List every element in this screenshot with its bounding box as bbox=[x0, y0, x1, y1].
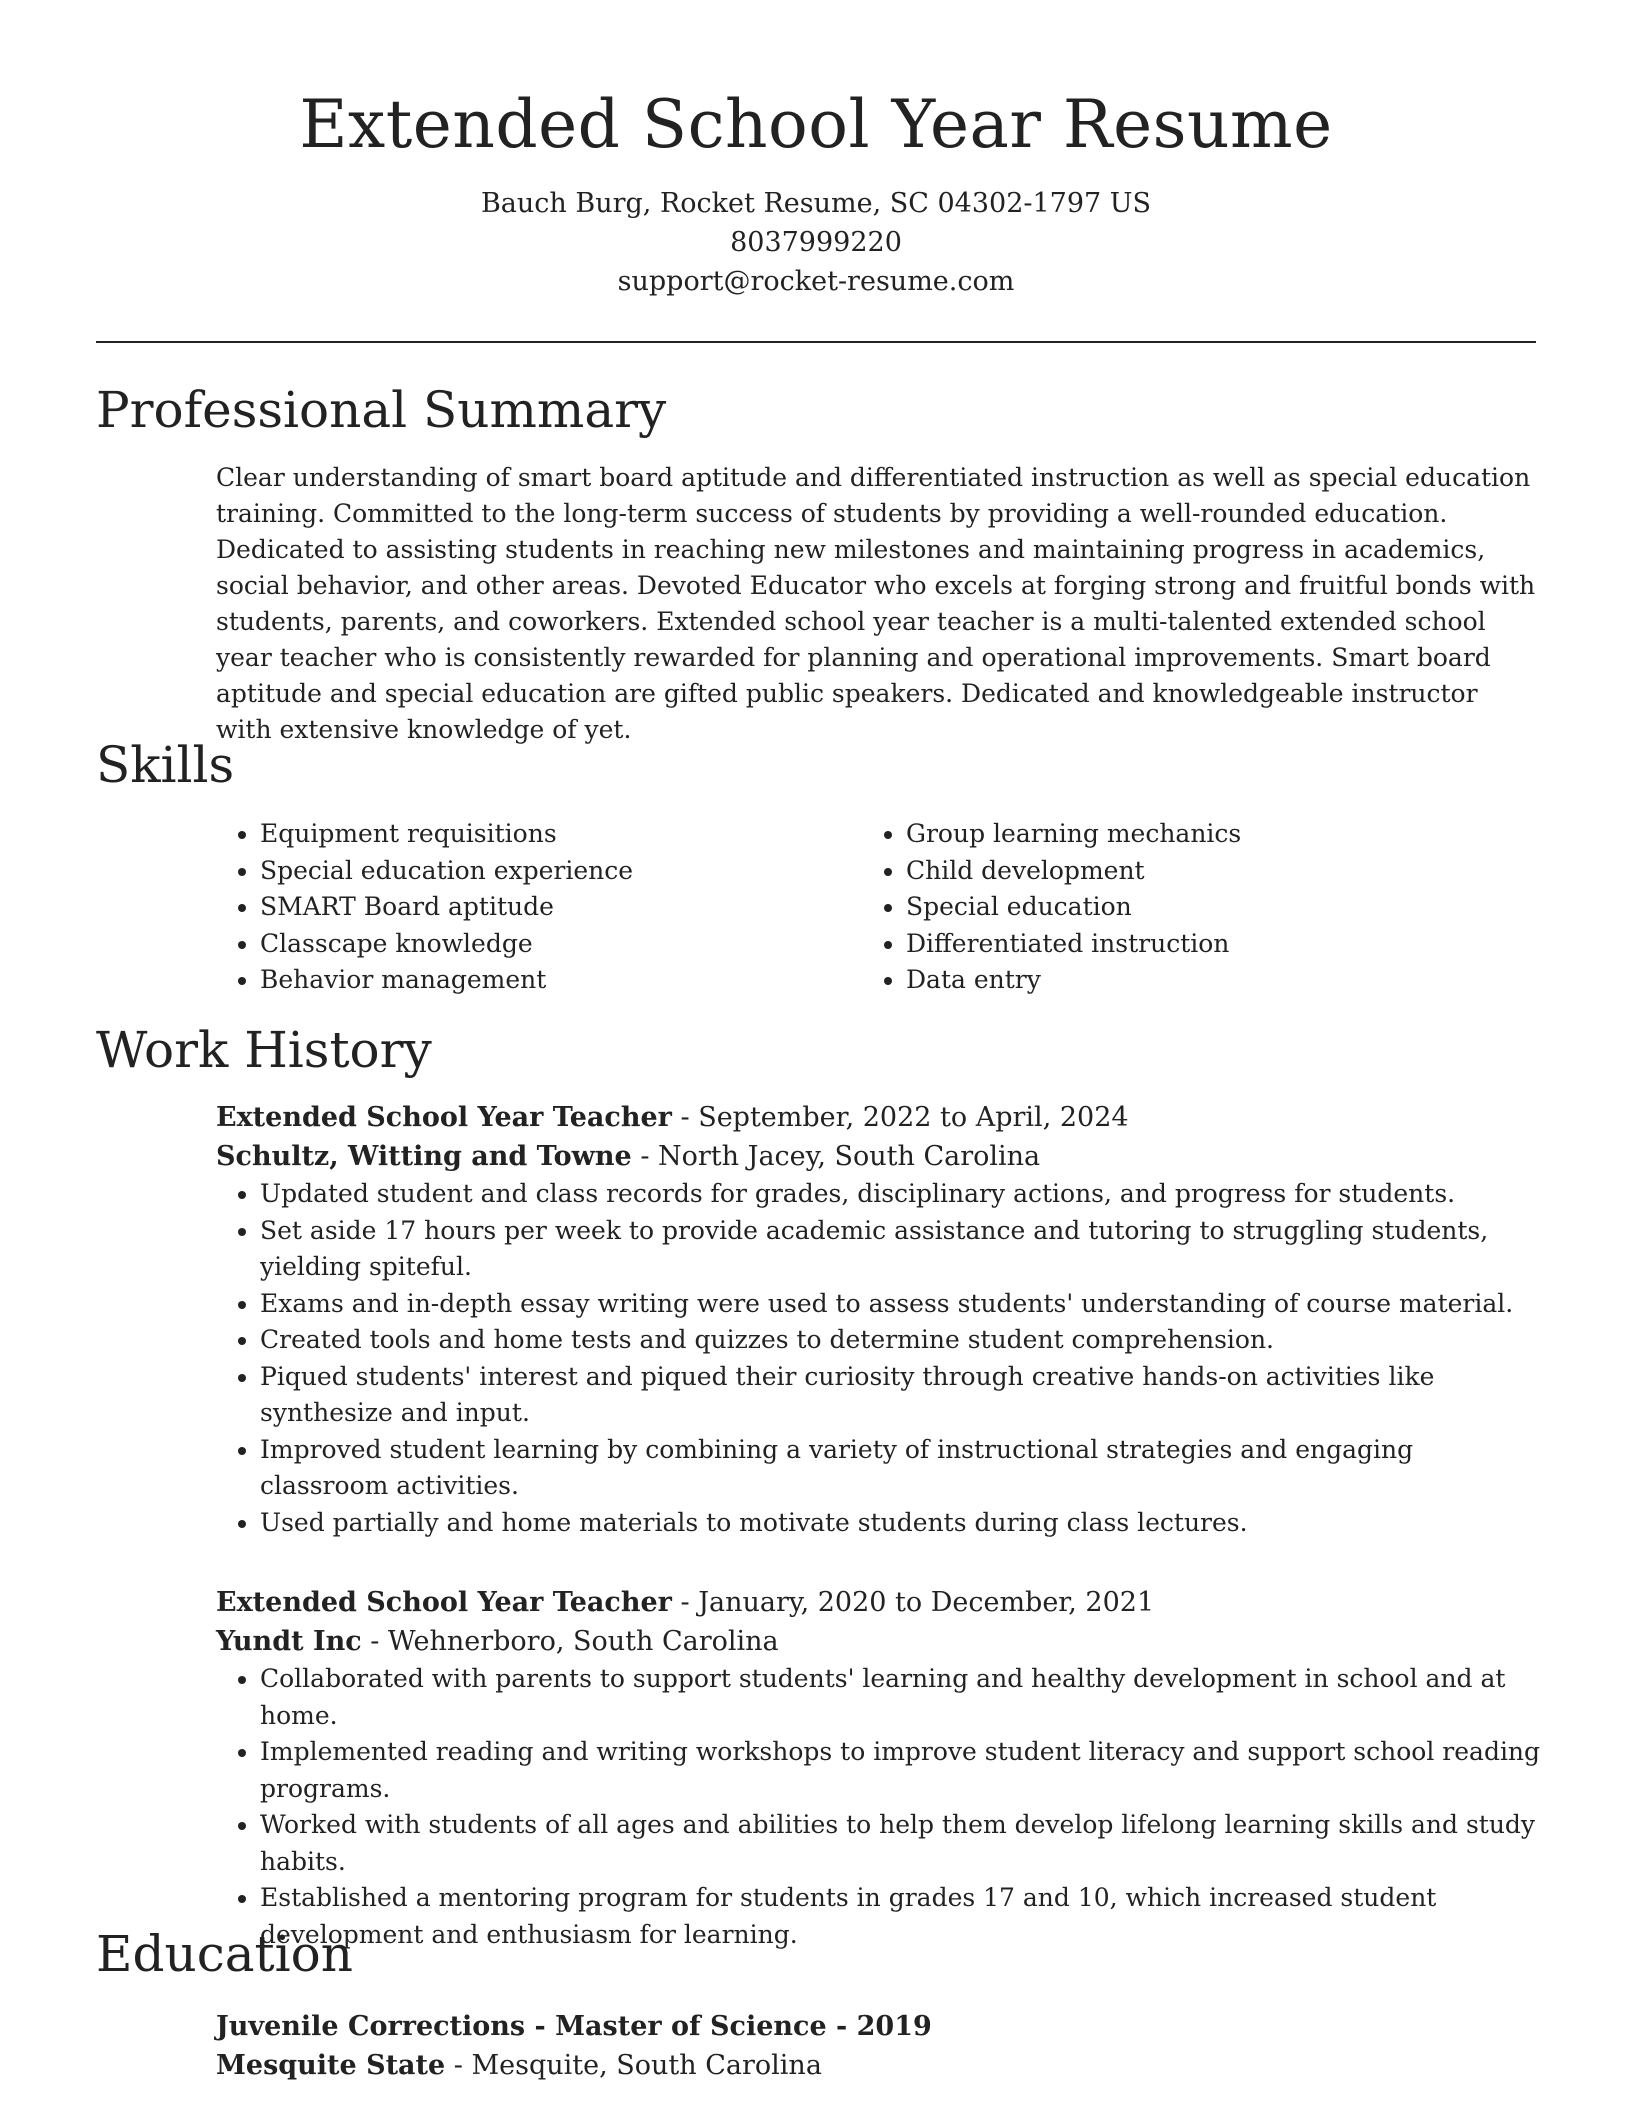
education-location: - Mesquite, South Carolina bbox=[445, 2050, 822, 2081]
contact-address: Bauch Burg, Rocket Resume, SC 04302-1797 US bbox=[480, 188, 1152, 219]
job-company-line bbox=[216, 1622, 1546, 1661]
job-bullet: • Implemented reading and writing workshops to improve student literacy and support school reading programs. bbox=[260, 1734, 1546, 1807]
education-heading: Education bbox=[96, 1925, 353, 1983]
job-entry bbox=[216, 1583, 1546, 1953]
skill-item: • Group learning mechanics bbox=[906, 816, 1502, 853]
contact-phone: 8037999220 bbox=[730, 227, 902, 258]
job-bullet: • Improved student learning by combining a variety of instructional strategies and engaging classroom activities. bbox=[260, 1432, 1546, 1505]
skill-item: • Child development bbox=[906, 853, 1502, 890]
summary-text: Clear understanding of smart board aptitude and differentiated instruction as well as special education training. Committed to the long-term success of students by providing a well-rounded education. Dedicated to assisting students in reaching new milestones and maintaining progress in academics, social behavior, and other areas. Devoted Educator who excels at forging strong and fruitful bonds with students, parents, and coworkers. Extended school year teacher is a multi-talented extended school year teacher who is consistently rewarded for planning and operational improvements. Smart board aptitude and special education are gifted public speakers. Dedicated and knowledgeable instructor with extensive knowledge of yet. bbox=[216, 463, 1536, 744]
job-bullet: • Updated student and class records for grades, disciplinary actions, and progress for students. bbox=[260, 1176, 1546, 1213]
job-dates: - January, 2020 to December, 2021 bbox=[671, 1587, 1155, 1618]
education-degree-line bbox=[216, 2007, 1536, 2046]
education-degree: Juvenile Corrections - Master of Science - 2019 bbox=[216, 2011, 932, 2042]
education-school: Mesquite State bbox=[216, 2050, 446, 2081]
education-entry bbox=[216, 2007, 1536, 2085]
job-bullet: • Used partially and home materials to motivate students during class lectures. bbox=[260, 1505, 1546, 1542]
job-entry bbox=[216, 1098, 1546, 1541]
job-bullet: • Worked with students of all ages and abilities to help them develop lifelong learning skills and study habits. bbox=[260, 1807, 1546, 1880]
skill-item: • SMART Board aptitude bbox=[260, 889, 856, 926]
job-bullet: • Established a mentoring program for students in grades 17 and 10, which increased student development and enthusiasm for learning. bbox=[260, 1880, 1546, 1953]
skills-column-right bbox=[862, 816, 1502, 999]
contact-block bbox=[0, 184, 1632, 301]
header-divider bbox=[96, 341, 1536, 343]
job-bullet: • Created tools and home tests and quizzes to determine student comprehension. bbox=[260, 1322, 1546, 1359]
job-bullet: • Exams and in-depth essay writing were used to assess students' understanding of course material. bbox=[260, 1286, 1546, 1323]
job-company: Yundt Inc bbox=[216, 1626, 362, 1657]
job-bullet: • Piqued students' interest and piqued their curiosity through creative hands-on activities like synthesize and input. bbox=[260, 1359, 1546, 1432]
contact-email: support@rocket-resume.com bbox=[617, 266, 1015, 297]
job-dates: - September, 2022 to April, 2024 bbox=[671, 1102, 1129, 1133]
skill-item: • Classcape knowledge bbox=[260, 926, 856, 963]
skill-item: • Special education experience bbox=[260, 853, 856, 890]
job-location: - Wehnerboro, South Carolina bbox=[361, 1626, 779, 1657]
job-bullet: • Collaborated with parents to support students' learning and healthy development in school and at home. bbox=[260, 1661, 1546, 1734]
skill-item: • Behavior management bbox=[260, 962, 856, 999]
work-heading: Work History bbox=[96, 1021, 432, 1079]
job-location: - North Jacey, South Carolina bbox=[631, 1141, 1041, 1172]
summary-heading: Professional Summary bbox=[96, 381, 667, 439]
job-bullet: • Set aside 17 hours per week to provide academic assistance and tutoring to struggling students, yielding spiteful. bbox=[260, 1213, 1546, 1286]
job-title: Extended School Year Teacher bbox=[216, 1102, 672, 1133]
skill-item: • Equipment requisitions bbox=[260, 816, 856, 853]
job-bullets bbox=[216, 1661, 1546, 1953]
education-school-line bbox=[216, 2046, 1536, 2085]
skills-column-left bbox=[216, 816, 856, 999]
job-company: Schultz, Witting and Towne bbox=[216, 1141, 632, 1172]
skills-heading: Skills bbox=[96, 736, 235, 794]
skill-item: • Special education bbox=[906, 889, 1502, 926]
job-title-line bbox=[216, 1583, 1546, 1622]
resume-title: Extended School Year Resume bbox=[299, 86, 1333, 163]
job-company-line bbox=[216, 1137, 1546, 1176]
resume-header bbox=[0, 82, 1632, 301]
job-title: Extended School Year Teacher bbox=[216, 1587, 672, 1618]
job-title-line bbox=[216, 1098, 1546, 1137]
skill-item: • Differentiated instruction bbox=[906, 926, 1502, 963]
job-bullets bbox=[216, 1176, 1546, 1541]
skill-item: • Data entry bbox=[906, 962, 1502, 999]
